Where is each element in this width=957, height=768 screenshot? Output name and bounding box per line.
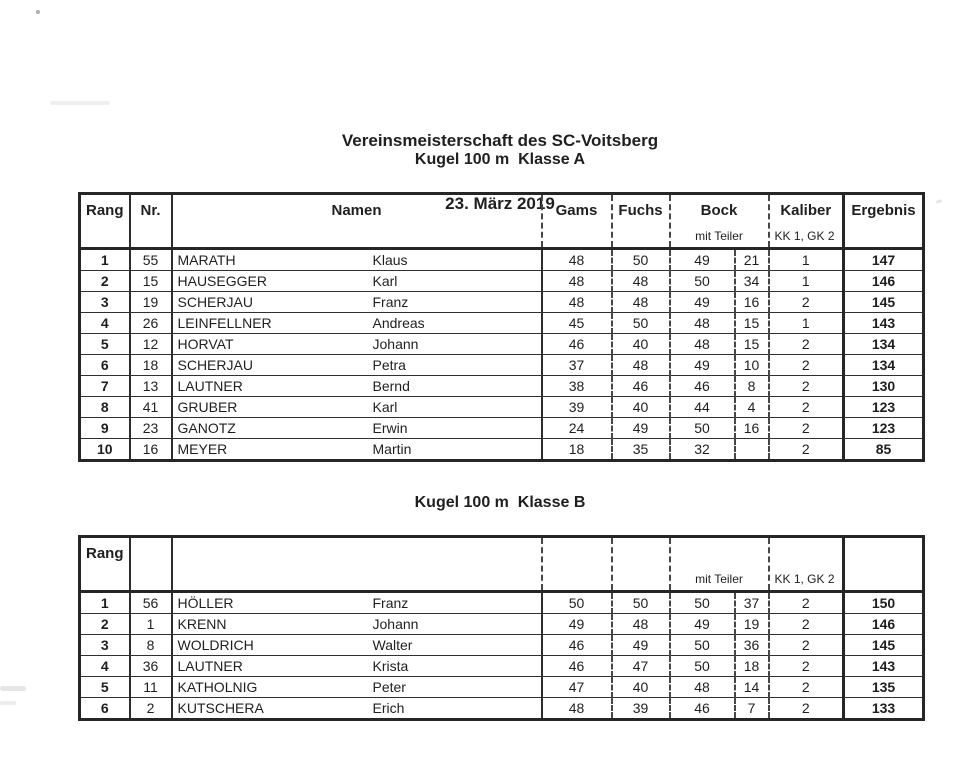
last-name: HÖLLER bbox=[177, 595, 234, 611]
fuchs-score-cell: 40 bbox=[612, 677, 670, 698]
name-cell bbox=[172, 271, 542, 292]
fuchs-score-cell: 46 bbox=[612, 376, 670, 397]
name-cell bbox=[172, 292, 542, 313]
header-row bbox=[80, 537, 924, 592]
bock-score-cell: 49 bbox=[670, 355, 735, 376]
header-bock bbox=[670, 537, 769, 592]
bock-score-cell: 50 bbox=[670, 592, 735, 614]
kaliber-cell: 2 bbox=[769, 418, 844, 439]
shooter-number-cell: 23 bbox=[130, 418, 172, 439]
header-bock-sublabel: mit Teiler bbox=[695, 572, 743, 586]
fuchs-score-cell: 50 bbox=[612, 249, 670, 271]
header-namen bbox=[172, 537, 542, 592]
result-cell: 145 bbox=[844, 292, 924, 313]
first-name: Franz bbox=[372, 294, 409, 310]
bock-score-cell: 50 bbox=[670, 635, 735, 656]
gams-score-cell: 49 bbox=[542, 614, 612, 635]
shooter-number-cell: 26 bbox=[130, 313, 172, 334]
kaliber-cell: 2 bbox=[769, 292, 844, 313]
shooter-number-cell: 16 bbox=[130, 439, 172, 461]
gams-score-cell: 45 bbox=[542, 313, 612, 334]
shooter-number-cell: 11 bbox=[130, 677, 172, 698]
teiler-score-cell: 7 bbox=[735, 698, 769, 720]
result-row bbox=[80, 397, 924, 418]
result-row bbox=[80, 271, 924, 292]
result-row bbox=[80, 439, 924, 461]
kaliber-cell: 2 bbox=[769, 334, 844, 355]
last-name: SCHERJAU bbox=[177, 357, 253, 373]
bock-score-cell: 49 bbox=[670, 292, 735, 313]
shooter-number-cell: 18 bbox=[130, 355, 172, 376]
klasse-a-results-table bbox=[78, 192, 925, 462]
header-kaliber bbox=[769, 194, 844, 249]
shooter-number-cell: 1 bbox=[130, 614, 172, 635]
first-name: Walter bbox=[372, 637, 413, 653]
header-fuchs bbox=[612, 537, 670, 592]
first-name: Bernd bbox=[372, 378, 410, 394]
header-bock-sublabel: mit Teiler bbox=[695, 229, 743, 243]
section-title-klasse-a: Kugel 100 m Klasse A bbox=[414, 151, 586, 168]
rank-cell: 4 bbox=[80, 313, 130, 334]
fuchs-score-cell: 48 bbox=[612, 355, 670, 376]
shooter-number-cell: 12 bbox=[130, 334, 172, 355]
result-row bbox=[80, 614, 924, 635]
bock-score-cell: 50 bbox=[670, 271, 735, 292]
last-name: KRENN bbox=[177, 616, 227, 632]
first-name: Andreas bbox=[372, 315, 425, 331]
first-name: Franz bbox=[372, 595, 409, 611]
header-namen: Namen bbox=[172, 194, 542, 249]
result-row bbox=[80, 249, 924, 271]
klasse-b-table-wrap bbox=[78, 535, 925, 721]
kaliber-cell: 2 bbox=[769, 677, 844, 698]
rank-cell: 2 bbox=[80, 614, 130, 635]
teiler-score-cell: 21 bbox=[735, 249, 769, 271]
result-cell: 146 bbox=[844, 271, 924, 292]
shooter-number-cell: 55 bbox=[130, 249, 172, 271]
header-ergebnis: Ergebnis bbox=[844, 194, 924, 249]
teiler-score-cell: 16 bbox=[735, 418, 769, 439]
shooter-number-cell: 13 bbox=[130, 376, 172, 397]
rank-cell: 3 bbox=[80, 292, 130, 313]
header-rang: Rang bbox=[80, 537, 130, 592]
name-cell bbox=[172, 418, 542, 439]
bock-score-cell: 46 bbox=[670, 698, 735, 720]
name-cell bbox=[172, 698, 542, 720]
fuchs-score-cell: 40 bbox=[612, 334, 670, 355]
name-cell bbox=[172, 677, 542, 698]
header-rang: Rang bbox=[80, 194, 130, 249]
last-name: GANOTZ bbox=[177, 420, 236, 436]
gams-score-cell: 18 bbox=[542, 439, 612, 461]
result-cell: 143 bbox=[844, 313, 924, 334]
name-cell bbox=[172, 614, 542, 635]
shooter-number-cell: 19 bbox=[130, 292, 172, 313]
fuchs-score-cell: 49 bbox=[612, 635, 670, 656]
rank-cell: 6 bbox=[80, 355, 130, 376]
first-name: Erich bbox=[372, 700, 405, 716]
result-cell: 147 bbox=[844, 249, 924, 271]
result-cell: 150 bbox=[844, 592, 924, 614]
gams-score-cell: 39 bbox=[542, 397, 612, 418]
gams-score-cell: 48 bbox=[542, 698, 612, 720]
result-cell: 130 bbox=[844, 376, 924, 397]
last-name: MARATH bbox=[177, 252, 236, 268]
fuchs-score-cell: 48 bbox=[612, 271, 670, 292]
result-row bbox=[80, 292, 924, 313]
gams-score-cell: 46 bbox=[542, 635, 612, 656]
rank-cell: 6 bbox=[80, 698, 130, 720]
first-name: Johann bbox=[372, 616, 419, 632]
teiler-score-cell: 15 bbox=[735, 334, 769, 355]
kaliber-cell: 2 bbox=[769, 614, 844, 635]
result-row bbox=[80, 376, 924, 397]
klasse-b-table-body bbox=[80, 592, 924, 720]
result-row bbox=[80, 334, 924, 355]
fuchs-score-cell: 40 bbox=[612, 397, 670, 418]
teiler-score-cell: 10 bbox=[735, 355, 769, 376]
document-date: 23. März 2019 bbox=[445, 194, 555, 213]
fuchs-score-cell: 48 bbox=[612, 614, 670, 635]
first-name: Krista bbox=[372, 658, 409, 674]
rank-cell: 5 bbox=[80, 334, 130, 355]
gams-score-cell: 38 bbox=[542, 376, 612, 397]
teiler-score-cell: 15 bbox=[735, 313, 769, 334]
klasse-b-results-table bbox=[78, 535, 925, 721]
rank-cell: 4 bbox=[80, 656, 130, 677]
gams-score-cell: 47 bbox=[542, 677, 612, 698]
shooter-number-cell: 56 bbox=[130, 592, 172, 614]
rank-cell: 2 bbox=[80, 271, 130, 292]
scan-smudge bbox=[0, 686, 26, 691]
first-name: Klaus bbox=[372, 252, 408, 268]
result-cell: 143 bbox=[844, 656, 924, 677]
last-name: LEINFELLNER bbox=[177, 315, 272, 331]
bock-score-cell: 48 bbox=[670, 677, 735, 698]
result-cell: 135 bbox=[844, 677, 924, 698]
last-name: MEYER bbox=[177, 441, 228, 457]
bock-score-cell: 46 bbox=[670, 376, 735, 397]
teiler-score-cell: 19 bbox=[735, 614, 769, 635]
bock-score-cell: 48 bbox=[670, 313, 735, 334]
result-cell: 133 bbox=[844, 698, 924, 720]
fuchs-score-cell: 48 bbox=[612, 292, 670, 313]
header-kaliber bbox=[769, 537, 844, 592]
last-name: HAUSEGGER bbox=[177, 273, 267, 289]
result-row bbox=[80, 313, 924, 334]
shooter-number-cell: 36 bbox=[130, 656, 172, 677]
bock-score-cell: 49 bbox=[670, 614, 735, 635]
rank-cell: 1 bbox=[80, 249, 130, 271]
gams-score-cell: 48 bbox=[542, 271, 612, 292]
kaliber-cell: 2 bbox=[769, 397, 844, 418]
result-row bbox=[80, 418, 924, 439]
first-name: Erwin bbox=[372, 420, 408, 436]
fuchs-score-cell: 49 bbox=[612, 418, 670, 439]
bock-score-cell: 50 bbox=[670, 656, 735, 677]
last-name: GRUBER bbox=[177, 399, 238, 415]
name-cell bbox=[172, 656, 542, 677]
rank-cell: 7 bbox=[80, 376, 130, 397]
first-name: Karl bbox=[372, 399, 398, 415]
last-name: LAUTNER bbox=[177, 658, 243, 674]
last-name: KATHOLNIG bbox=[177, 679, 258, 695]
fuchs-score-cell: 50 bbox=[612, 313, 670, 334]
teiler-score-cell bbox=[735, 439, 769, 461]
teiler-score-cell: 4 bbox=[735, 397, 769, 418]
result-row bbox=[80, 656, 924, 677]
last-name: LAUTNER bbox=[177, 378, 243, 394]
shooter-number-cell: 41 bbox=[130, 397, 172, 418]
kaliber-cell: 1 bbox=[769, 271, 844, 292]
result-cell: 134 bbox=[844, 355, 924, 376]
last-name: SCHERJAU bbox=[177, 294, 253, 310]
rank-cell: 8 bbox=[80, 397, 130, 418]
header-kaliber-sublabel: KK 1, GK 2 bbox=[774, 229, 835, 243]
shooter-number-cell: 15 bbox=[130, 271, 172, 292]
fuchs-score-cell: 47 bbox=[612, 656, 670, 677]
bock-score-cell: 49 bbox=[670, 249, 735, 271]
kaliber-cell: 2 bbox=[769, 592, 844, 614]
bock-score-cell: 48 bbox=[670, 334, 735, 355]
teiler-score-cell: 37 bbox=[735, 592, 769, 614]
first-name: Johann bbox=[372, 336, 419, 352]
header-row bbox=[80, 194, 924, 249]
first-name: Karl bbox=[372, 273, 398, 289]
klasse-a-table-body bbox=[80, 249, 924, 461]
result-row bbox=[80, 592, 924, 614]
header-kaliber-sublabel: KK 1, GK 2 bbox=[774, 572, 835, 586]
gams-score-cell: 48 bbox=[542, 249, 612, 271]
first-name: Peter bbox=[372, 679, 406, 695]
result-cell: 146 bbox=[844, 614, 924, 635]
name-cell bbox=[172, 439, 542, 461]
header-bock-label: Bock bbox=[700, 202, 738, 219]
name-cell bbox=[172, 313, 542, 334]
teiler-score-cell: 36 bbox=[735, 635, 769, 656]
name-cell bbox=[172, 334, 542, 355]
teiler-score-cell: 18 bbox=[735, 656, 769, 677]
teiler-score-cell: 8 bbox=[735, 376, 769, 397]
header-fuchs: Fuchs bbox=[612, 194, 670, 249]
name-cell bbox=[172, 249, 542, 271]
kaliber-cell: 2 bbox=[769, 698, 844, 720]
result-cell: 145 bbox=[844, 635, 924, 656]
gams-score-cell: 48 bbox=[542, 292, 612, 313]
first-name: Martin bbox=[372, 441, 412, 457]
kaliber-cell: 2 bbox=[769, 439, 844, 461]
scan-smudge bbox=[936, 199, 943, 204]
gams-score-cell: 24 bbox=[542, 418, 612, 439]
bock-score-cell: 50 bbox=[670, 418, 735, 439]
header-ergebnis bbox=[844, 537, 924, 592]
header-gams bbox=[542, 537, 612, 592]
rank-cell: 5 bbox=[80, 677, 130, 698]
header-bock bbox=[670, 194, 769, 249]
result-cell: 85 bbox=[844, 439, 924, 461]
gams-score-cell: 37 bbox=[542, 355, 612, 376]
last-name: WOLDRICH bbox=[177, 637, 254, 653]
result-cell: 134 bbox=[844, 334, 924, 355]
rank-cell: 1 bbox=[80, 592, 130, 614]
section-title-klasse-b: Kugel 100 m Klasse B bbox=[414, 494, 586, 511]
shooter-number-cell: 8 bbox=[130, 635, 172, 656]
document-title: Vereinsmeisterschaft des SC-Voitsberg bbox=[341, 131, 659, 150]
kaliber-cell: 1 bbox=[769, 249, 844, 271]
bock-score-cell: 32 bbox=[670, 439, 735, 461]
kaliber-cell: 2 bbox=[769, 355, 844, 376]
first-name: Petra bbox=[372, 357, 406, 373]
teiler-score-cell: 34 bbox=[735, 271, 769, 292]
name-cell bbox=[172, 376, 542, 397]
name-cell bbox=[172, 397, 542, 418]
header-nr: Nr. bbox=[130, 194, 172, 249]
scan-smudge bbox=[0, 701, 16, 705]
bock-score-cell: 44 bbox=[670, 397, 735, 418]
rank-cell: 10 bbox=[80, 439, 130, 461]
last-name: HORVAT bbox=[177, 336, 234, 352]
kaliber-cell: 2 bbox=[769, 656, 844, 677]
result-row bbox=[80, 635, 924, 656]
fuchs-score-cell: 39 bbox=[612, 698, 670, 720]
name-cell bbox=[172, 592, 542, 614]
kaliber-cell: 1 bbox=[769, 313, 844, 334]
shooter-number-cell: 2 bbox=[130, 698, 172, 720]
rank-cell: 9 bbox=[80, 418, 130, 439]
result-cell: 123 bbox=[844, 397, 924, 418]
result-row bbox=[80, 698, 924, 720]
gams-score-cell: 50 bbox=[542, 592, 612, 614]
teiler-score-cell: 16 bbox=[735, 292, 769, 313]
fuchs-score-cell: 35 bbox=[612, 439, 670, 461]
klasse-a-table-wrap bbox=[78, 192, 925, 462]
teiler-score-cell: 14 bbox=[735, 677, 769, 698]
kaliber-cell: 2 bbox=[769, 635, 844, 656]
name-cell bbox=[172, 355, 542, 376]
header-gams: Gams bbox=[542, 194, 612, 249]
result-row bbox=[80, 355, 924, 376]
result-row bbox=[80, 677, 924, 698]
fuchs-score-cell: 50 bbox=[612, 592, 670, 614]
header-nr bbox=[130, 537, 172, 592]
last-name: KUTSCHERA bbox=[177, 700, 264, 716]
gams-score-cell: 46 bbox=[542, 656, 612, 677]
rank-cell: 3 bbox=[80, 635, 130, 656]
table-header bbox=[80, 194, 924, 249]
header-kaliber-label: Kaliber bbox=[780, 202, 832, 219]
result-cell: 123 bbox=[844, 418, 924, 439]
scan-speck bbox=[36, 10, 40, 14]
gams-score-cell: 46 bbox=[542, 334, 612, 355]
table-header bbox=[80, 537, 924, 592]
name-cell bbox=[172, 635, 542, 656]
kaliber-cell: 2 bbox=[769, 376, 844, 397]
